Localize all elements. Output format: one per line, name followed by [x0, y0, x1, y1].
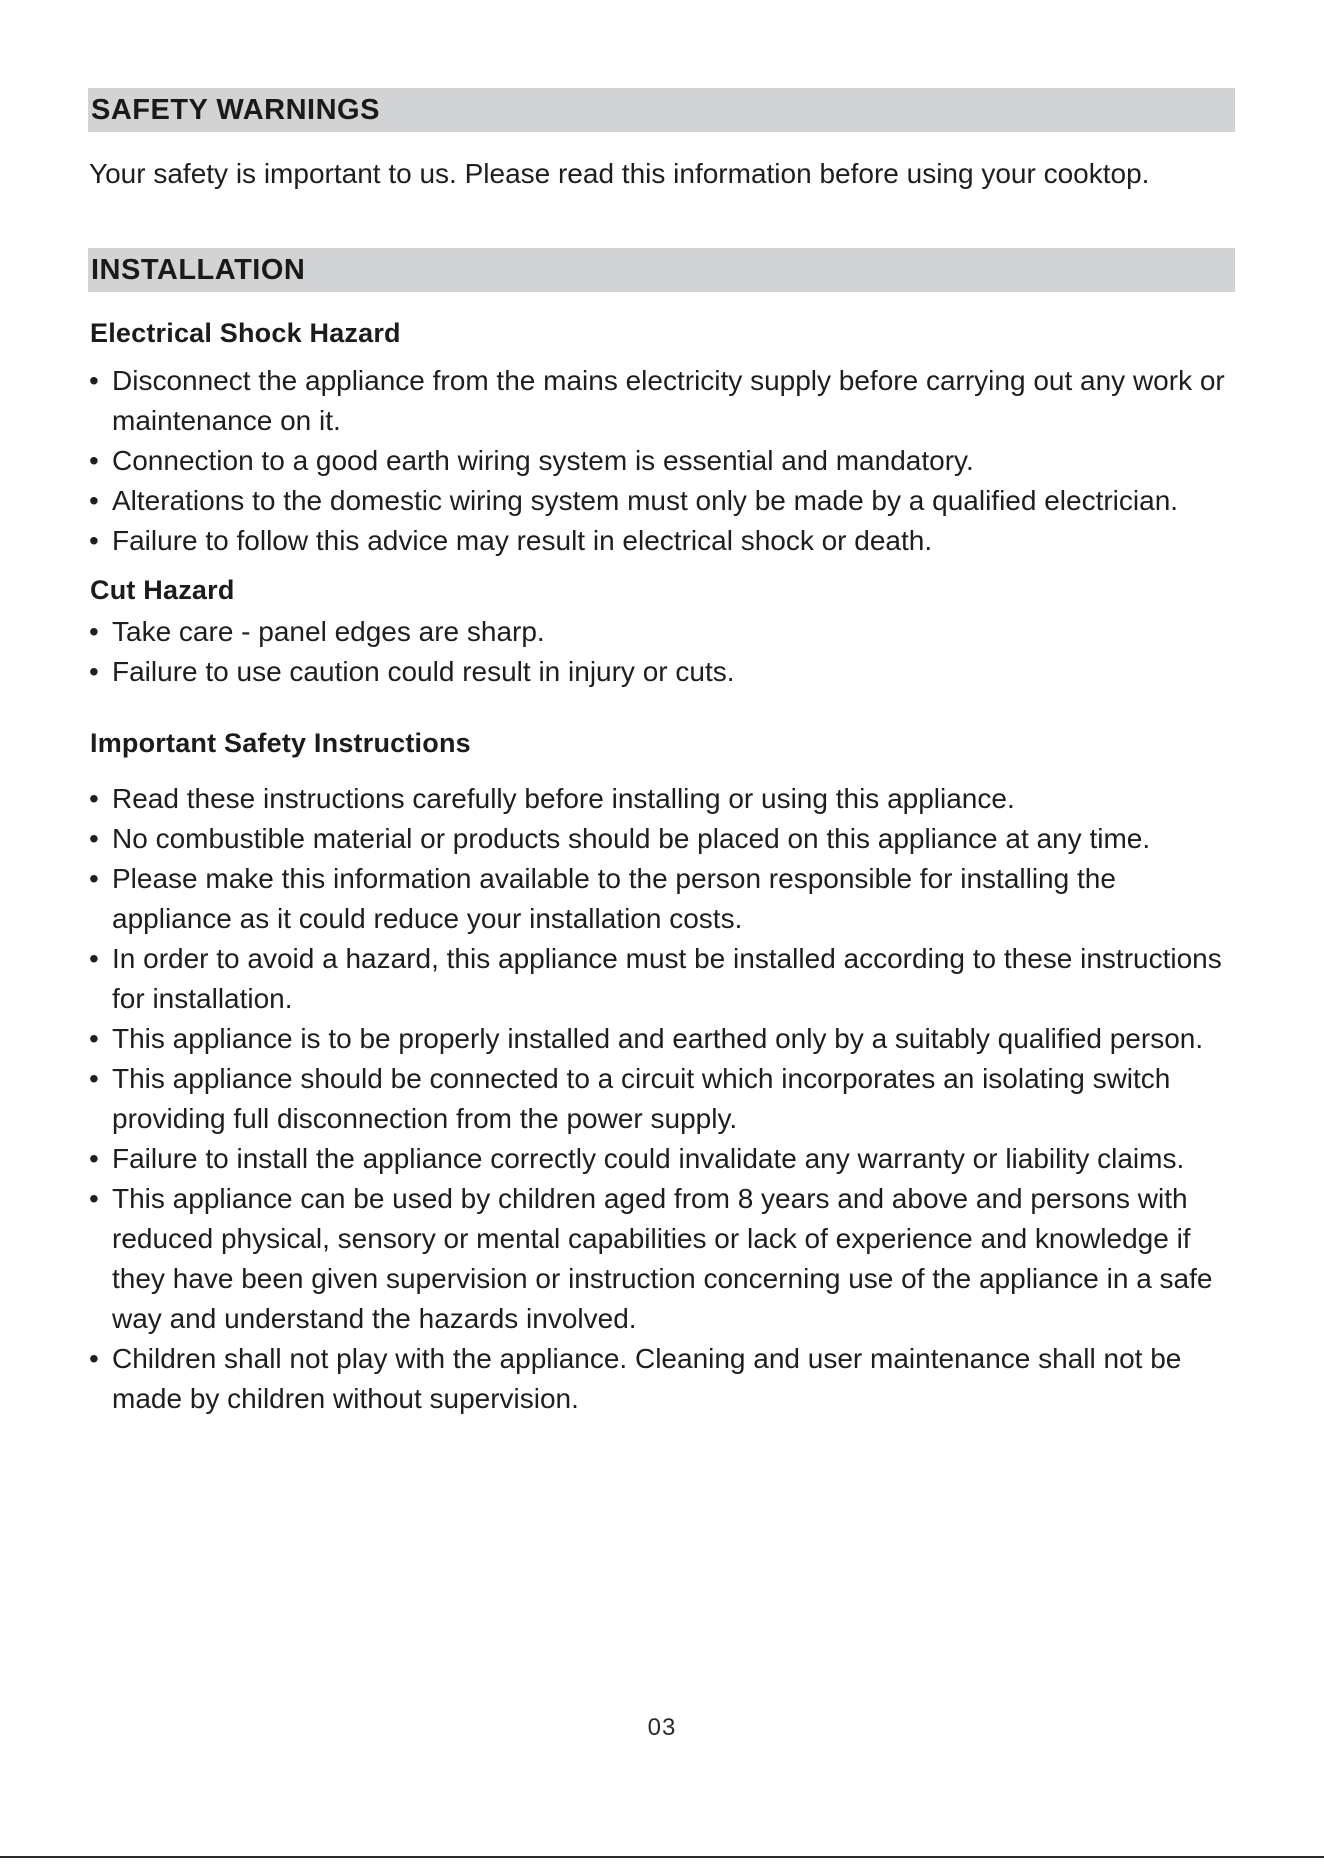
list-item-text: This appliance can be used by children aged from 8 years and above and persons with reduced physical, sensory or mental capabilities or lack of experience and knowledge if they have been given supervision or instruction concerning use of the appliance in a safe way and understand the hazards involved.: [112, 1183, 1213, 1334]
list-item-text: No combustible material or products should be placed on this appliance at any time.: [112, 823, 1151, 854]
bullet-icon: •: [89, 823, 99, 854]
list-item: [88, 1179, 1235, 1339]
document-page: [88, 88, 1235, 1419]
list-item: [88, 361, 1235, 441]
list-item: [88, 1339, 1235, 1419]
bullet-icon: •: [89, 365, 99, 396]
bullet-icon: •: [89, 525, 99, 556]
bullet-icon: •: [89, 1143, 99, 1174]
list-item-text: Failure to install the appliance correctly could invalidate any warranty or liability claims.: [112, 1143, 1185, 1174]
list-item: [88, 441, 1235, 481]
list-item: [88, 939, 1235, 1019]
bullet-icon: •: [89, 1023, 99, 1054]
list-item-text: Failure to use caution could result in injury or cuts.: [112, 656, 735, 687]
list-item-text: Children shall not play with the appliance. Cleaning and user maintenance shall not be made by children without supervision.: [112, 1343, 1182, 1414]
important-safety-list: [88, 779, 1235, 1419]
list-item-text: Please make this information available to the person responsible for installing the appliance as it could reduce your installation costs.: [112, 863, 1116, 934]
list-item-text: Disconnect the appliance from the mains electricity supply before carrying out any work or maintenance on it.: [112, 365, 1225, 436]
list-item-text: Take care - panel edges are sharp.: [112, 616, 545, 647]
bullet-icon: •: [89, 863, 99, 894]
bullet-icon: •: [89, 783, 99, 814]
electrical-shock-list: [88, 361, 1235, 561]
list-item: [88, 612, 1235, 652]
bullet-icon: •: [89, 1063, 99, 1094]
list-item-text: Failure to follow this advice may result in electrical shock or death.: [112, 525, 933, 556]
section-title: INSTALLATION: [91, 253, 306, 286]
bullet-icon: •: [89, 485, 99, 516]
list-item-text: Read these instructions carefully before installing or using this appliance.: [112, 783, 1015, 814]
section-title: SAFETY WARNINGS: [91, 93, 380, 126]
bullet-icon: •: [89, 616, 99, 647]
bullet-icon: •: [89, 656, 99, 687]
list-item: [88, 1059, 1235, 1139]
list-item: [88, 819, 1235, 859]
list-item: [88, 779, 1235, 819]
section-heading-safety-warnings: [88, 88, 1235, 132]
list-item-text: Alterations to the domestic wiring system must only be made by a qualified electrician.: [112, 485, 1179, 516]
list-item: [88, 652, 1235, 692]
list-item: [88, 521, 1235, 561]
list-item: [88, 859, 1235, 939]
subheading-important-safety-instructions: Important Safety Instructions: [90, 728, 471, 758]
page-number: 03: [647, 1714, 677, 1741]
bullet-icon: •: [89, 445, 99, 476]
subheading-cut-hazard: Cut Hazard: [90, 575, 235, 605]
bullet-icon: •: [89, 1183, 99, 1214]
list-item: [88, 1139, 1235, 1179]
bullet-icon: •: [89, 1343, 99, 1374]
list-item-text: This appliance is to be properly installed and earthed only by a suitably qualified person.: [112, 1023, 1204, 1054]
list-item: [88, 481, 1235, 521]
list-item-text: Connection to a good earth wiring system is essential and mandatory.: [112, 445, 974, 476]
list-item-text: This appliance should be connected to a circuit which incorporates an isolating switch providing full disconnection from the power supply.: [112, 1063, 1171, 1134]
cut-hazard-list: [88, 612, 1235, 692]
intro-paragraph: Your safety is important to us. Please read this information before using your cooktop.: [89, 158, 1150, 189]
list-item: [88, 1019, 1235, 1059]
bullet-icon: •: [89, 943, 99, 974]
subheading-electrical-shock-hazard: Electrical Shock Hazard: [90, 318, 401, 348]
section-heading-installation: [88, 248, 1235, 292]
list-item-text: In order to avoid a hazard, this appliance must be installed according to these instructions for installation.: [112, 943, 1222, 1014]
page-bottom-divider: [0, 1856, 1324, 1858]
